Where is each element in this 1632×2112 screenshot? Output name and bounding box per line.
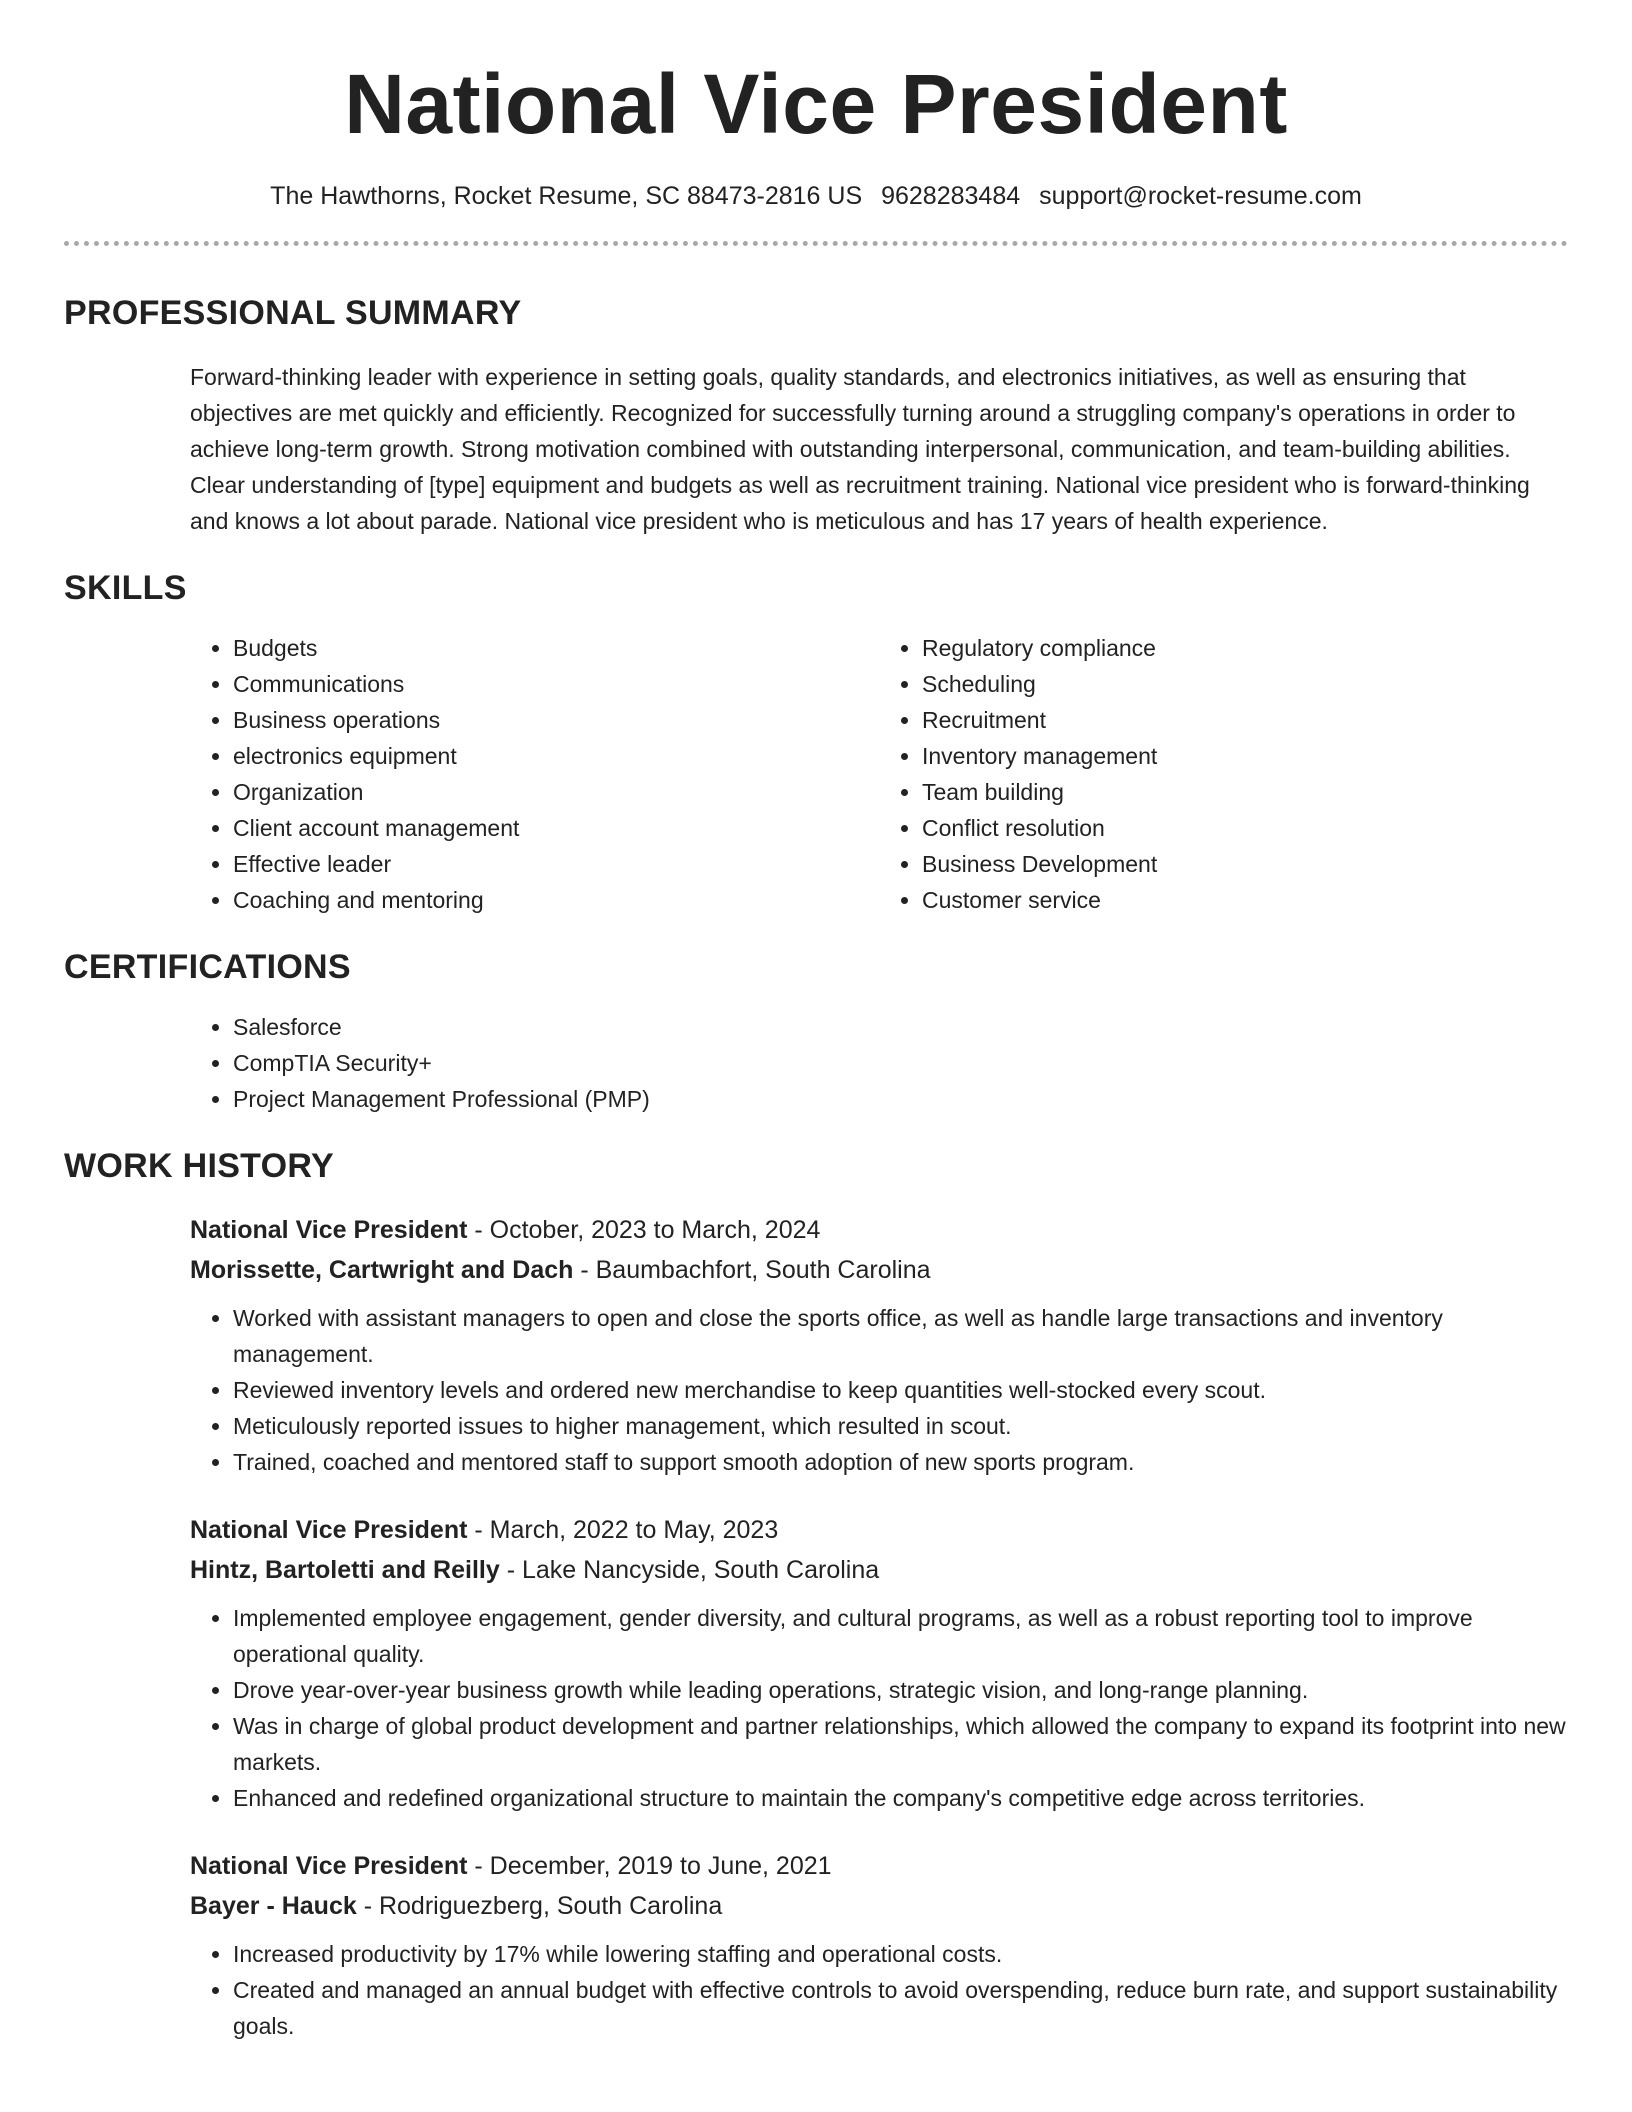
contact-phone: 9628283484 <box>881 182 1021 210</box>
contact-address: The Hawthorns, Rocket Resume, SC 88473-2816 US <box>270 182 863 210</box>
candidate-name: National Vice President <box>344 57 1288 151</box>
job-location: - Baumbachfort, South Carolina <box>573 1256 931 1284</box>
list-item: • Drove year-over-year business growth while leading operations, strategic vision, and long-range planning. <box>233 1672 1568 1708</box>
job-title-line <box>190 1510 1568 1550</box>
list-item: • Conflict resolution <box>922 810 1568 846</box>
job-dates: - March, 2022 to May, 2023 <box>467 1516 779 1544</box>
list-item: • Coaching and mentoring <box>233 882 879 918</box>
job-entry <box>190 1846 1568 2044</box>
list-item: • CompTIA Security+ <box>233 1045 1568 1081</box>
summary-text: Forward-thinking leader with experience in setting goals, quality standards, and electronics initiatives, as well as ensuring that objectives are met quickly and efficiently. Recognized for successfully turning around a struggling company's operations in order to achieve long-term growth. Strong motivation combined with outstanding interpersonal, communication, and team-building abilities. Clear understanding of [type] equipment and budgets as well as recruitment training. National vice president who is forward-thinking and knows a lot about parade. National vice president who is meticulous and has 17 years of health experience. <box>190 364 1530 534</box>
list-item: • Communications <box>233 666 879 702</box>
job-company: Hintz, Bartoletti and Reilly <box>190 1556 500 1584</box>
list-item: • Business Development <box>922 846 1568 882</box>
list-item: • Team building <box>922 774 1568 810</box>
list-item: • Budgets <box>233 630 879 666</box>
list-item: • Implemented employee engagement, gender diversity, and cultural programs, as well as a robust reporting tool to improve operational quality. <box>233 1600 1568 1672</box>
list-item: • Organization <box>233 774 879 810</box>
skills-list-left <box>190 630 879 918</box>
job-company: Morissette, Cartwright and Dach <box>190 1256 574 1284</box>
certifications-list <box>190 1009 1568 1117</box>
list-item: • Reviewed inventory levels and ordered new merchandise to keep quantities well-stocked every scout. <box>233 1372 1568 1408</box>
list-item: • Enhanced and redefined organizational structure to maintain the company's competitive edge across territories. <box>233 1780 1568 1816</box>
skills-list-right <box>879 630 1568 918</box>
job-location: - Lake Nancyside, South Carolina <box>499 1556 880 1584</box>
job-title-line <box>190 1210 1568 1250</box>
list-item: • Project Management Professional (PMP) <box>233 1081 1568 1117</box>
job-role: National Vice President <box>190 1516 468 1544</box>
contact-email: support@rocket-resume.com <box>1039 182 1362 210</box>
job-title-line <box>190 1846 1568 1886</box>
job-dates: - October, 2023 to March, 2024 <box>467 1216 821 1244</box>
job-company-line <box>190 1550 1568 1590</box>
list-item: • Trained, coached and mentored staff to support smooth adoption of new sports program. <box>233 1444 1568 1480</box>
job-role: National Vice President <box>190 1852 468 1880</box>
work-history-section <box>64 1147 1568 2044</box>
job-bullets <box>190 1300 1568 1480</box>
summary-section <box>64 294 1568 539</box>
list-item: • Increased productivity by 17% while lowering staffing and operational costs. <box>233 1936 1568 1972</box>
job-bullets <box>190 1936 1568 2044</box>
skills-title: SKILLS <box>64 569 187 607</box>
summary-title: PROFESSIONAL SUMMARY <box>64 294 522 332</box>
job-company: Bayer - Hauck <box>190 1892 357 1920</box>
job-company-line <box>190 1886 1568 1926</box>
list-item: • Scheduling <box>922 666 1568 702</box>
job-role: National Vice President <box>190 1216 468 1244</box>
list-item: • Recruitment <box>922 702 1568 738</box>
certifications-section <box>64 948 1568 1117</box>
list-item: • Worked with assistant managers to open and close the sports office, as well as handle large transactions and inventory management. <box>233 1300 1568 1372</box>
list-item: • Customer service <box>922 882 1568 918</box>
list-item: • electronics equipment <box>233 738 879 774</box>
list-item: • Was in charge of global product development and partner relationships, which allowed the company to expand its footprint into new markets. <box>233 1708 1568 1780</box>
certifications-title: CERTIFICATIONS <box>64 948 351 986</box>
list-item: • Meticulously reported issues to higher management, which resulted in scout. <box>233 1408 1568 1444</box>
skills-grid <box>64 608 1568 918</box>
work-history-title: WORK HISTORY <box>64 1147 334 1185</box>
list-item: • Salesforce <box>233 1009 1568 1045</box>
job-location: - Rodriguezberg, South Carolina <box>356 1892 723 1920</box>
list-item: • Business operations <box>233 702 879 738</box>
list-item: • Inventory management <box>922 738 1568 774</box>
list-item: • Regulatory compliance <box>922 630 1568 666</box>
contact-line <box>64 182 1568 211</box>
job-entry <box>190 1510 1568 1816</box>
job-entry <box>190 1210 1568 1480</box>
job-company-line <box>190 1250 1568 1290</box>
job-bullets <box>190 1600 1568 1816</box>
header-divider <box>64 241 1568 246</box>
list-item: • Created and managed an annual budget with effective controls to avoid overspending, reduce burn rate, and support sustainability goals. <box>233 1972 1568 2044</box>
job-dates: - December, 2019 to June, 2021 <box>467 1852 832 1880</box>
skills-section <box>64 569 1568 918</box>
list-item: • Effective leader <box>233 846 879 882</box>
list-item: • Client account management <box>233 810 879 846</box>
